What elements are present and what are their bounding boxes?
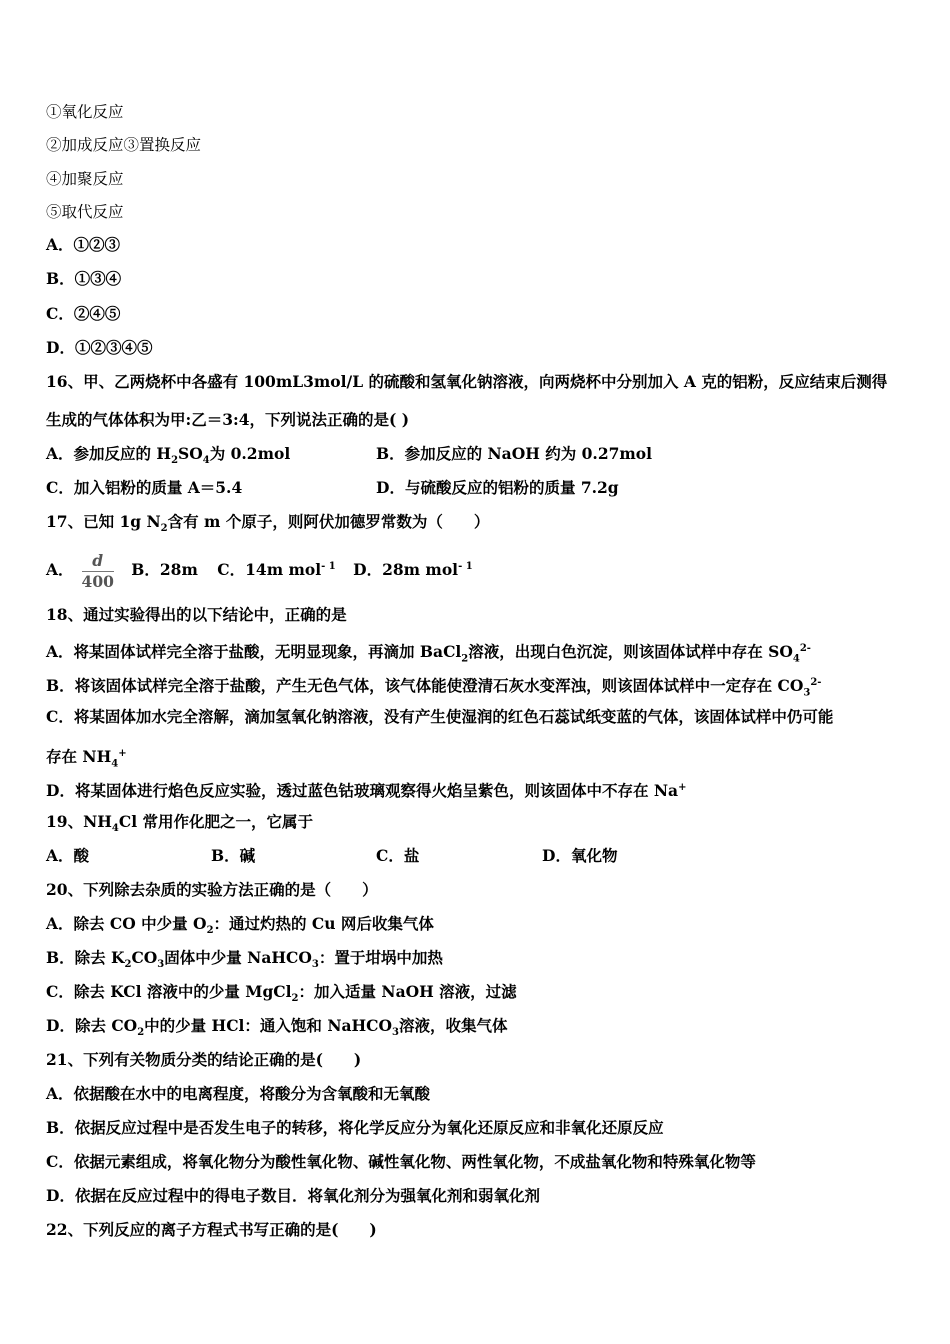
q15-option-d: D．①②③④⑤ xyxy=(46,338,153,357)
q18-option-c-line1: C．将某固体加水完全溶解，滴加氢氧化钠溶液，没有产生使湿润的红色石蕊试纸变蓝的气体，该固体试样中仍可能 xyxy=(46,707,834,726)
q17-option-c: C．14m mol$^{- 1}$ xyxy=(217,560,336,580)
q18-option-b: B．将该固体试样完全溶于盐酸，产生无色气体，该气体能使澄清石灰水变浑浊，则该固体试样中一定存在 $CO_3^{2-}$ xyxy=(46,676,822,699)
reaction-item-4: ④加聚反应 xyxy=(46,170,124,188)
q18-option-c-line2: 存在 $NH_4^+$ xyxy=(46,747,127,770)
q20-option-c: C．除去 KCl 溶液中的少量 MgCl$_2$：加入适量 NaOH 溶液，过滤 xyxy=(46,982,517,1005)
q21-stem: 21、下列有关物质分类的结论正确的是( ) xyxy=(46,1050,362,1069)
q18-stem: 18、通过实验得出的以下结论中，正确的是 xyxy=(46,605,347,624)
q20-stem: 20、下列除去杂质的实验方法正确的是（ ） xyxy=(46,880,378,899)
q21-option-d: D．依据在反应过程中的得电子数目．将氧化剂分为强氧化剂和弱氧化剂 xyxy=(46,1186,540,1205)
q20-option-b: B．除去 $K_2CO_3$固体中少量 NaHCO$_3$：置于坩埚中加热 xyxy=(46,948,443,971)
q19-option-a: A．酸 xyxy=(46,846,90,865)
q17-option-a-label: A． xyxy=(46,560,74,580)
q21-option-b: B．依据反应过程中是否发生电子的转移，将化学反应分为氧化还原反应和非氧化还原反应 xyxy=(46,1118,664,1137)
q19-option-d: D．氧化物 xyxy=(542,846,618,865)
q16-option-c: C．加入铝粉的质量 A＝5.4 xyxy=(46,478,243,497)
q16-stem-line1: 16、甲、乙两烧杯中各盛有 100mL3mol/L 的硫酸和氢氧化钠溶液，向两烧杯中分别加入 A 克的铝粉，反应结束后测得 xyxy=(46,372,888,391)
q18-option-a: A．将某固体试样完全溶于盐酸，无明显现象，再滴加 BaCl$_2$溶液，出现白色沉淀，则该固体试样中存在 $SO_4^{2-}$ xyxy=(46,642,811,665)
q17-option-b: B．28m xyxy=(131,560,198,580)
q15-option-a: A．①②③ xyxy=(46,235,121,254)
q19-option-b: B．碱 xyxy=(211,846,256,865)
q16-option-d: D．与硫酸反应的铝粉的质量 7.2g xyxy=(376,478,619,497)
q15-option-c: C．②④⑤ xyxy=(46,304,121,323)
q19-option-c: C．盐 xyxy=(376,846,420,865)
q21-option-a: A．依据酸在水中的电离程度，将酸分为含氧酸和无氧酸 xyxy=(46,1084,431,1103)
q15-option-b: B．①③④ xyxy=(46,269,122,288)
q18-option-d: D．将某固体进行焰色反应实验，透过蓝色钴玻璃观察得火焰呈紫色，则该固体中不存在 Na+ xyxy=(46,781,687,801)
q20-option-a: A．除去 CO 中少量 $O_2$：通过灼热的 Cu 网后收集气体 xyxy=(46,914,434,937)
q21-option-c: C．依据元素组成，将氧化物分为酸性氧化物、碱性氧化物、两性氧化物，不成盐氧化物和特殊氧化物等 xyxy=(46,1152,756,1171)
q20-option-d: D．除去 $CO_2$中的少量 HCl：通入饱和 NaHCO$_3$溶液，收集气体 xyxy=(46,1016,508,1039)
reaction-item-1: ①氧化反应 xyxy=(46,103,124,121)
q17-option-d: D．28m mol$^{- 1}$ xyxy=(353,560,473,580)
q16-stem-line2: 生成的气体体积为甲:乙＝3:4，下列说法正确的是( ) xyxy=(46,410,410,429)
q19-stem: 19、$NH_4Cl$ 常用作化肥之一，它属于 xyxy=(46,812,313,835)
q17-stem: 17、已知 1g $N_2$含有 m 个原子，则阿伏加德罗常数为（ ） xyxy=(46,512,490,535)
q17-options xyxy=(46,545,473,592)
q17-option-a-fraction: $\frac{d}{400}$ xyxy=(81,550,114,591)
reaction-item-2-3: ②加成反应③置换反应 xyxy=(46,136,202,154)
q22-stem: 22、下列反应的离子方程式书写正确的是( ) xyxy=(46,1220,377,1239)
reaction-item-5: ⑤取代反应 xyxy=(46,203,124,221)
q16-option-a: A．参加反应的 $H_2SO_4$为 0.2mol xyxy=(46,444,291,467)
q16-option-b: B．参加反应的 NaOH 约为 0.27mol xyxy=(376,444,653,463)
